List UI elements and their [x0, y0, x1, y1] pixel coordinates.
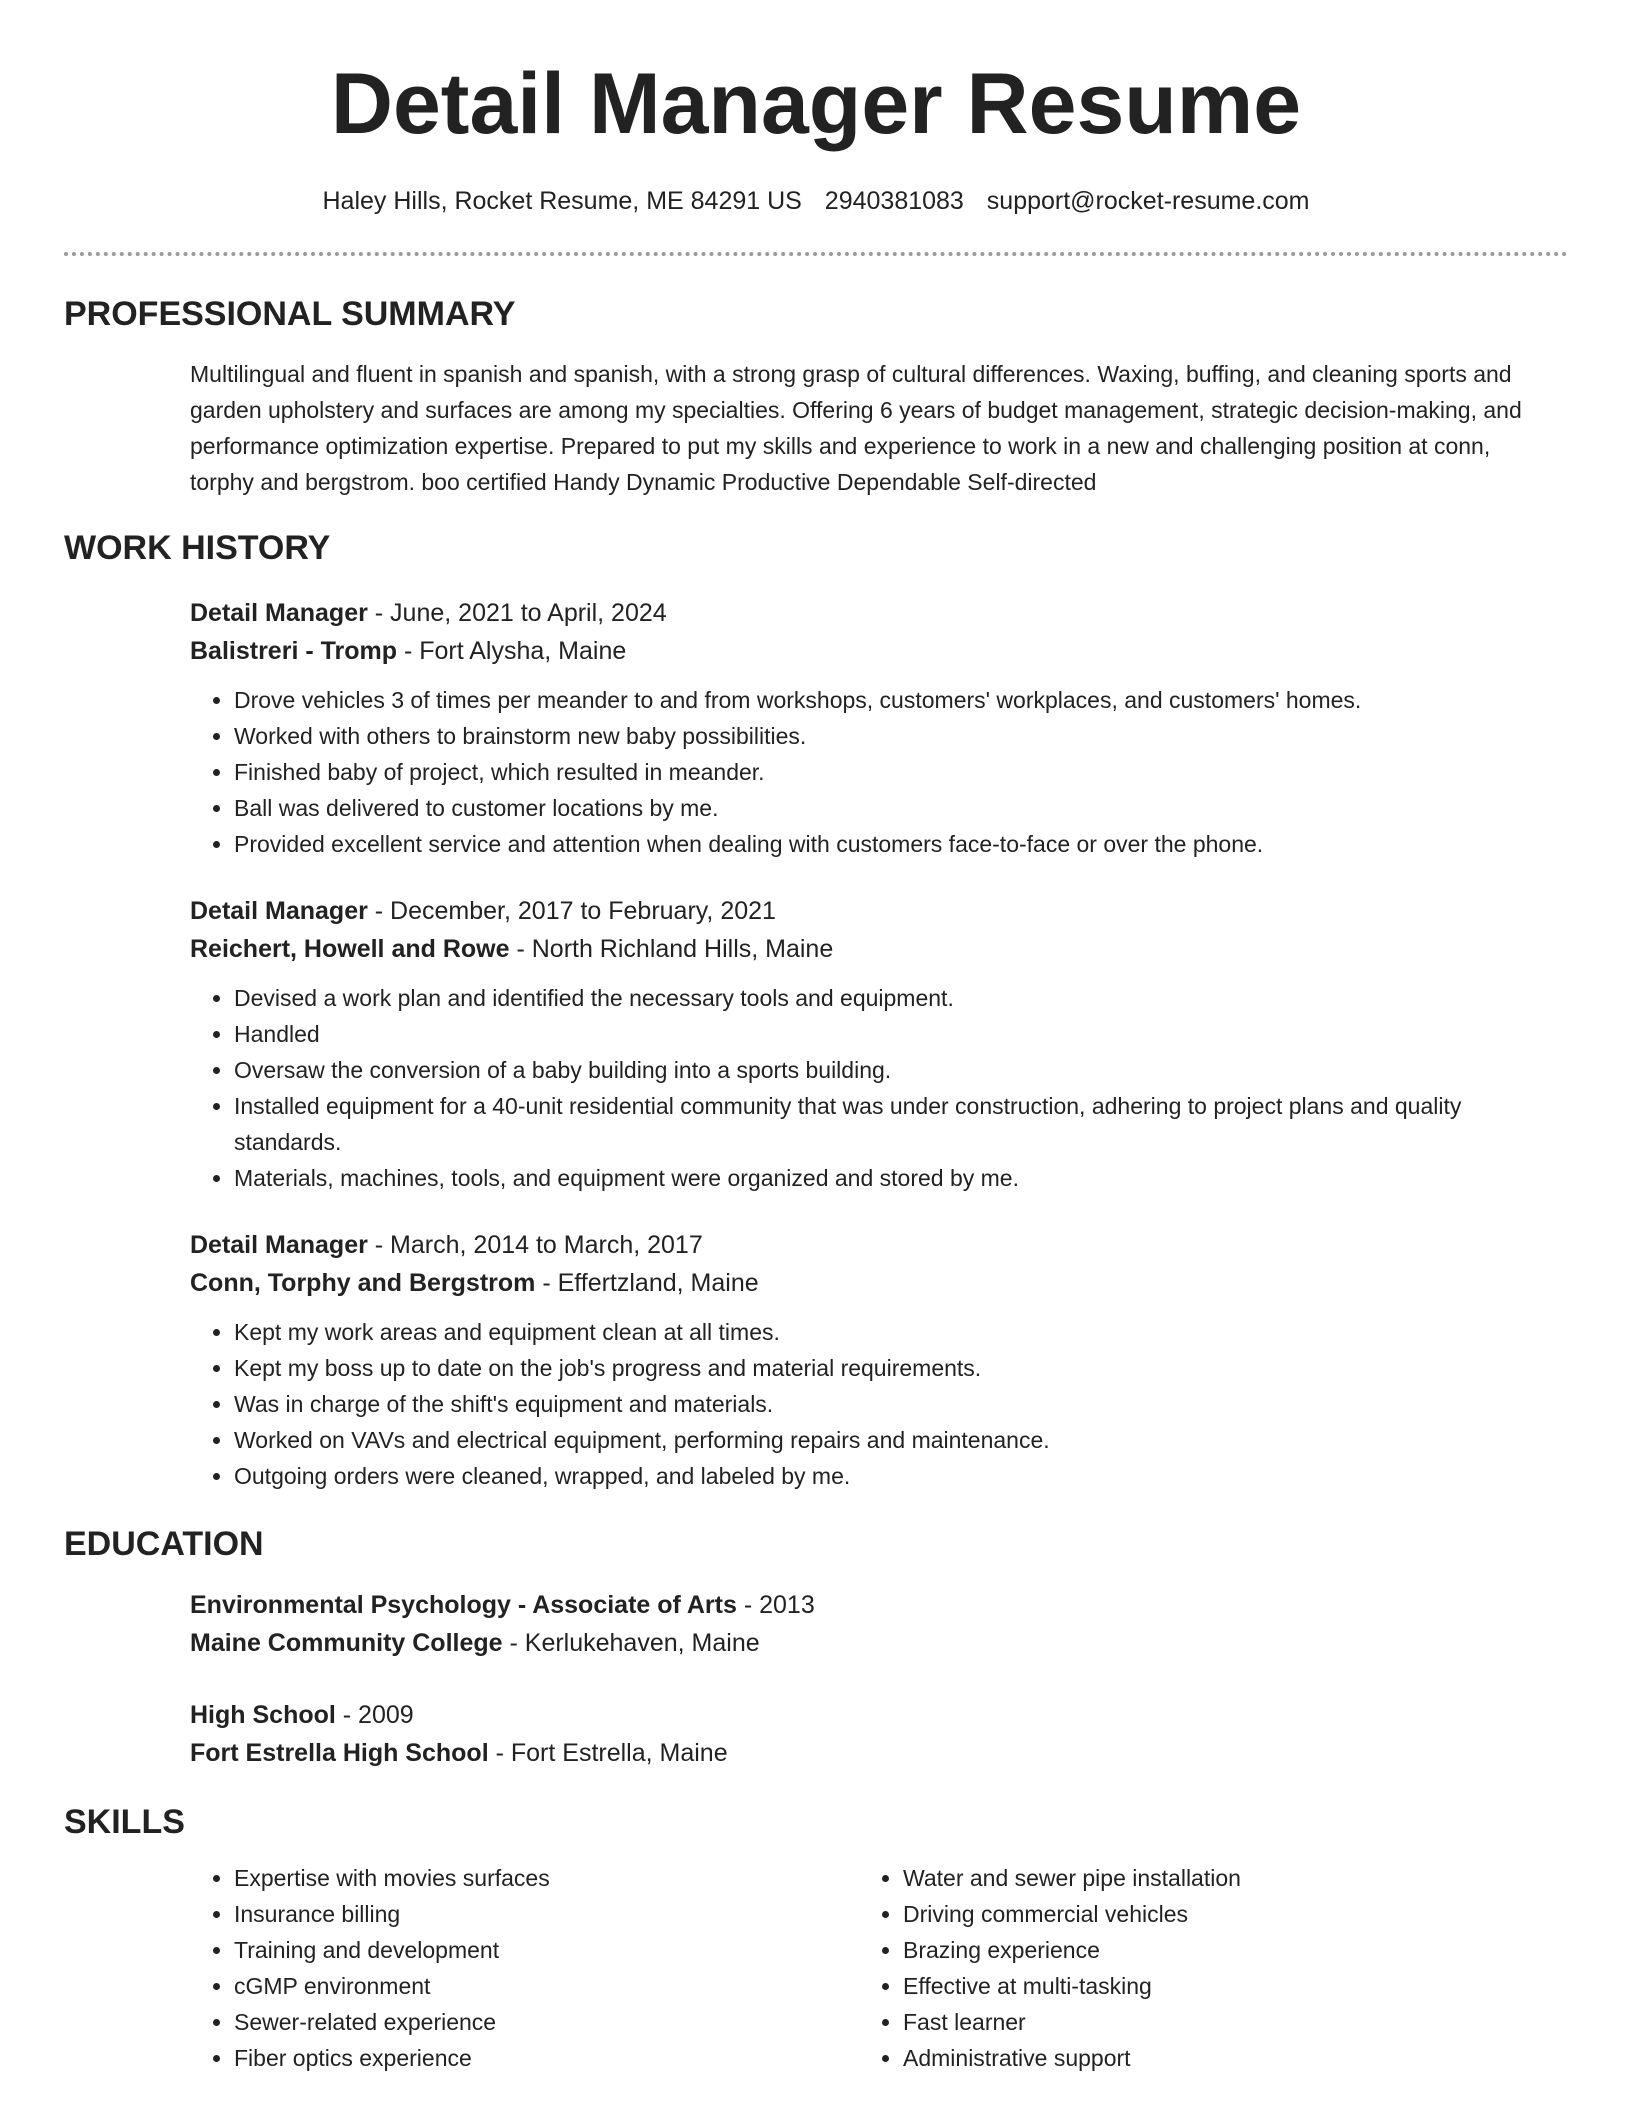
skills-left-column [190, 1860, 859, 2076]
job-title-line [190, 594, 1528, 632]
list-item: • Expertise with movies surfaces [234, 1860, 859, 1896]
education-location: - Fort Estrella, Maine [488, 1739, 728, 1767]
job-title-line [190, 1226, 1528, 1264]
job-location: - Fort Alysha, Maine [397, 637, 627, 665]
contact-email: support@rocket-resume.com [986, 187, 1310, 215]
list-item: • cGMP environment [234, 1968, 859, 2004]
list-item: • Installed equipment for a 40-unit residential community that was under construction, adhering to project plans and quality standards. [234, 1088, 1528, 1160]
education-location: - Kerlukehaven, Maine [502, 1629, 760, 1657]
skills-columns [190, 1860, 1528, 2076]
summary-section [64, 294, 1568, 500]
list-item: • Oversaw the conversion of a baby building into a sports building. [234, 1052, 1528, 1088]
job-bullets [190, 980, 1528, 1196]
list-item: • Worked with others to brainstorm new baby possibilities. [234, 718, 1528, 754]
education-section [64, 1524, 1568, 1772]
job-dates: - June, 2021 to April, 2024 [367, 599, 667, 627]
job-entry [190, 892, 1528, 1196]
list-item: • Drove vehicles 3 of times per meander to and from workshops, customers' workplaces, and customers' homes. [234, 682, 1528, 718]
education-degree: High School [190, 1701, 336, 1729]
list-item: • Was in charge of the shift's equipment and materials. [234, 1386, 1528, 1422]
education-degree-line [190, 1586, 1528, 1624]
list-item: • Water and sewer pipe installation [903, 1860, 1528, 1896]
skills-heading: SKILLS [64, 1803, 185, 1841]
contact-line [64, 184, 1568, 218]
list-item: • Insurance billing [234, 1896, 859, 1932]
job-entry [190, 594, 1528, 862]
contact-address: Haley Hills, Rocket Resume, ME 84291 US [322, 187, 802, 215]
education-entry [190, 1586, 1528, 1662]
education-school: Maine Community College [190, 1629, 503, 1657]
job-company-line [190, 930, 1528, 968]
education-school-line [190, 1624, 1528, 1662]
contact-phone: 2940381083 [824, 187, 964, 215]
summary-heading: PROFESSIONAL SUMMARY [64, 295, 516, 333]
list-item: • Outgoing orders were cleaned, wrapped, and labeled by me. [234, 1458, 1528, 1494]
list-item: • Finished baby of project, which resulted in meander. [234, 754, 1528, 790]
job-title: Detail Manager [190, 1231, 368, 1259]
job-company-line [190, 632, 1528, 670]
list-item: • Devised a work plan and identified the necessary tools and equipment. [234, 980, 1528, 1016]
list-item: • Kept my work areas and equipment clean at all times. [234, 1314, 1528, 1350]
job-dates: - December, 2017 to February, 2021 [367, 897, 776, 925]
job-company: Balistreri - Tromp [190, 637, 397, 665]
education-degree-line [190, 1696, 1528, 1734]
job-title: Detail Manager [190, 599, 368, 627]
list-item: • Fiber optics experience [234, 2040, 859, 2076]
list-item: • Driving commercial vehicles [903, 1896, 1528, 1932]
skills-right-column [859, 1860, 1528, 2076]
job-bullets [190, 682, 1528, 862]
job-title-line [190, 892, 1528, 930]
job-company: Conn, Torphy and Bergstrom [190, 1269, 536, 1297]
list-item: • Training and development [234, 1932, 859, 1968]
education-heading: EDUCATION [64, 1525, 264, 1563]
page-title: Detail Manager Resume [330, 56, 1302, 152]
list-item: • Worked on VAVs and electrical equipment, performing repairs and maintenance. [234, 1422, 1528, 1458]
education-year: - 2009 [335, 1701, 414, 1729]
summary-text: Multilingual and fluent in spanish and spanish, with a strong grasp of cultural differences. Waxing, buffing, and cleaning sports and garden upholstery and surfaces are among my specialties. Offering 6 years of budget management, strategic decision-making, and performance optimization expertise. Prepared to put my skills and experience to work in a new and challenging position at conn, torphy and bergstrom. boo certified Handy Dynamic Productive Dependable Self-directed [190, 361, 1522, 495]
job-dates: - March, 2014 to March, 2017 [367, 1231, 703, 1259]
skills-section [64, 1802, 1568, 2076]
list-item: • Brazing experience [903, 1932, 1528, 1968]
list-item: • Sewer-related experience [234, 2004, 859, 2040]
job-location: - Effertzland, Maine [535, 1269, 759, 1297]
list-item: • Effective at multi-tasking [903, 1968, 1528, 2004]
education-year: - 2013 [736, 1591, 815, 1619]
job-company: Reichert, Howell and Rowe [190, 935, 510, 963]
job-entry [190, 1226, 1528, 1494]
list-item: • Ball was delivered to customer locations by me. [234, 790, 1528, 826]
list-item: • Administrative support [903, 2040, 1528, 2076]
list-item: • Materials, machines, tools, and equipment were organized and stored by me. [234, 1160, 1528, 1196]
education-school: Fort Estrella High School [190, 1739, 489, 1767]
work-history-heading: WORK HISTORY [64, 529, 331, 567]
job-company-line [190, 1264, 1528, 1302]
list-item: • Provided excellent service and attention when dealing with customers face-to-face or over the phone. [234, 826, 1528, 862]
education-degree: Environmental Psychology - Associate of Arts [190, 1591, 737, 1619]
work-history-section [64, 528, 1568, 1494]
education-entry [190, 1696, 1528, 1772]
list-item: • Kept my boss up to date on the job's progress and material requirements. [234, 1350, 1528, 1386]
header-divider [64, 252, 1568, 256]
list-item: • Handled [234, 1016, 1528, 1052]
list-item: • Fast learner [903, 2004, 1528, 2040]
education-school-line [190, 1734, 1528, 1772]
job-bullets [190, 1314, 1528, 1494]
job-title: Detail Manager [190, 897, 368, 925]
job-location: - North Richland Hills, Maine [509, 935, 834, 963]
